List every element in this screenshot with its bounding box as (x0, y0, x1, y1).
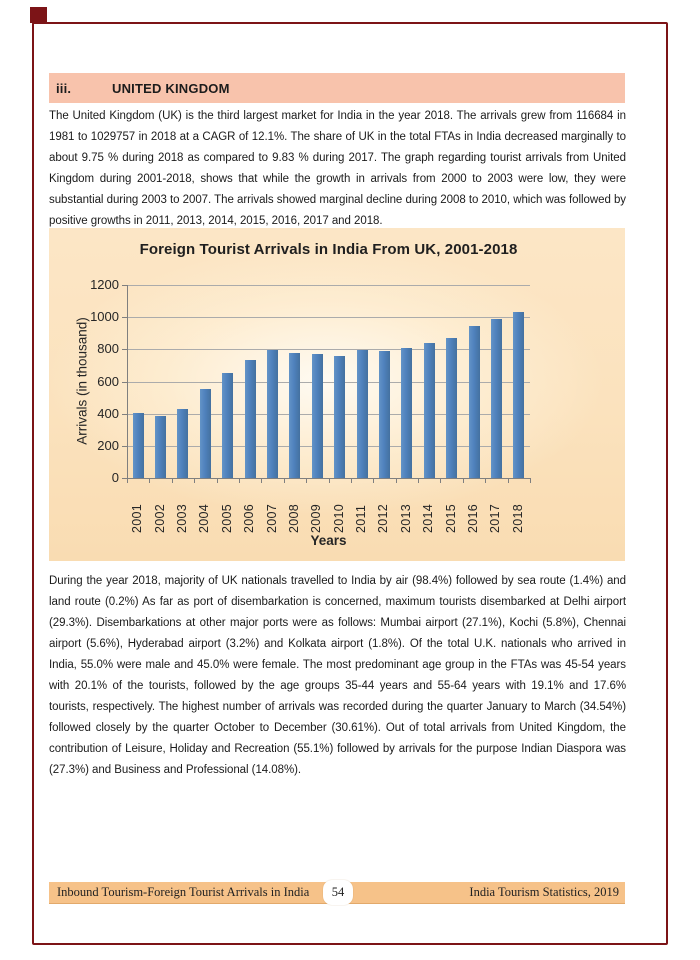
x-tick-label-2014: 2014 (421, 503, 436, 533)
paragraph-uk-overview: The United Kingdom (UK) is the third largest market for India in the year 2018. The arrivals grew from 116684 in 1981 to 1029757 in 2018 at a CAGR of 12.1%. The share of UK in the total FTAs in India decreased marginally to about 9.75 % during 2018 as compared to 9.83 % during 2017. The graph regarding tourist arrivals from United Kingdom during 2001-2018, shows that while the growth in arrivals from 2000 to 2003 were low, they were substantial during 2003 to 2007. The arrivals showed marginal decline during 2008 to 2010, which was followed by positive growths in 2011, 2013, 2014, 2015, 2016, 2017 and 2018. (49, 110, 626, 227)
y-tick-label-800: 800 (97, 341, 119, 357)
gridline-1200 (127, 285, 530, 286)
bar-2001 (133, 413, 144, 478)
bar-2007 (267, 350, 278, 478)
section-numeral: iii. (56, 80, 72, 96)
bar-2014 (424, 343, 435, 478)
page-border-corner-square (30, 7, 47, 23)
bar-2004 (200, 389, 211, 478)
x-tickmark-18 (530, 478, 531, 483)
bar-2002 (155, 416, 166, 478)
paragraph-uk-statistics: During the year 2018, majority of UK nationals travelled to India by air (98.4%) followed by sea route (1.4%) and land route (0.2%) As far as port of disembarkation is concerned, maximum tourists disembarked at Delhi airport (29.3%). Disembarkations at other major ports were as follows: Mumbai airport (27.1%), Kochi (5.8%), Chennai airport (5.6%), Hyderabad airport (3.2%) and Kolkata airport (1.8%). Of the total U.K. nationals who arrived in India, 55.0% were male and 45.0% were female. The most predominant age group in the FTAs was 45-54 years with 20.1% of the tourists, followed by the age groups 35-44 years and 55-64 years with 19.1% and 17.6% tourists, respectively. The highest number of arrivals was recorded during the quarter January to March (34.54%) followed closely by the quarter October to December (30.61%). Out of total arrivals from United Kingdom, the contribution of Leisure, Holiday and Recreation (55.1%) followed by arrivals for the purpose Indian Diaspora was (27.3%) and Business and Professional (14.08%). (49, 575, 626, 776)
bar-2015 (446, 338, 457, 478)
section-title: UNITED KINGDOM (112, 80, 230, 96)
x-tick-label-2015: 2015 (443, 503, 458, 533)
x-tick-label-2002: 2002 (152, 503, 167, 533)
x-tick-label-2012: 2012 (376, 503, 391, 533)
bar-2003 (177, 409, 188, 478)
section-heading (49, 73, 625, 103)
bar-2010 (334, 356, 345, 478)
y-tick-label-1200: 1200 (90, 277, 119, 292)
x-tick-label-2010: 2010 (331, 503, 346, 533)
x-tick-label-2004: 2004 (197, 503, 212, 533)
bar-2017 (491, 319, 502, 478)
x-axis (127, 478, 530, 479)
x-tick-label-2011: 2011 (354, 504, 369, 533)
x-tick-label-2007: 2007 (264, 503, 279, 533)
bar-2011 (357, 350, 368, 478)
chart-title: Foreign Tourist Arrivals in India From UK, 2001-2018 (139, 241, 518, 258)
y-tick-label-600: 600 (97, 373, 119, 389)
y-tick-label-1000: 1000 (90, 309, 119, 325)
x-tick-label-2003: 2003 (174, 503, 189, 533)
footer-left-text: Inbound Tourism-Foreign Tourist Arrivals in India (57, 885, 310, 899)
x-tick-label-2008: 2008 (286, 503, 301, 533)
x-tick-label-2006: 2006 (242, 503, 257, 533)
bar-2009 (312, 354, 323, 478)
bar-2008 (289, 353, 300, 478)
bar-2016 (469, 326, 480, 478)
y-tick-label-0: 0 (111, 470, 119, 485)
bar-2005 (222, 373, 233, 478)
gridline-1000 (127, 317, 530, 318)
bar-2012 (379, 351, 390, 478)
page-number-badge: 54 (323, 880, 353, 905)
bar-2013 (401, 348, 412, 478)
x-tick-label-2013: 2013 (398, 503, 413, 533)
x-tick-label-2018: 2018 (510, 503, 525, 533)
y-axis-title: Arrivals (in thousand) (74, 317, 90, 445)
x-tick-label-2009: 2009 (309, 503, 324, 533)
y-axis (127, 285, 128, 482)
y-tick-label-200: 200 (97, 437, 119, 453)
x-axis-title: Years (310, 533, 347, 548)
x-tick-label-2017: 2017 (488, 503, 503, 533)
x-tick-label-2001: 2001 (130, 503, 145, 533)
y-tick-label-400: 400 (97, 405, 119, 421)
footer-right-text: India Tourism Statistics, 2019 (469, 885, 619, 899)
bar-2006 (245, 360, 256, 478)
x-tick-label-2005: 2005 (219, 503, 234, 533)
page-footer (49, 882, 625, 904)
bar-2018 (513, 312, 524, 478)
x-tick-label-2016: 2016 (466, 503, 481, 533)
chart-panel (49, 228, 625, 561)
